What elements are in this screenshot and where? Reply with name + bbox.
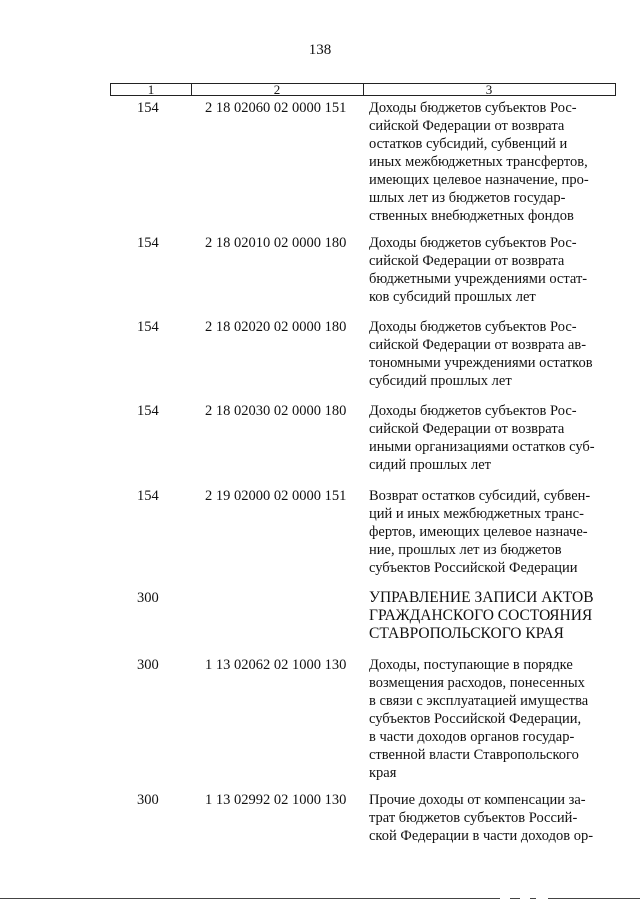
- description-line: ние, прошлых лет из бюджетов: [369, 542, 562, 558]
- income-description: [369, 656, 609, 782]
- description-line: тономными учреждениями остатков: [369, 355, 593, 371]
- income-description: [369, 318, 609, 390]
- description-line: имеющих целевое назначение, про-: [369, 172, 589, 188]
- description-line: возмещения расходов, понесенных: [369, 675, 585, 691]
- description-line: ков субсидий прошлых лет: [369, 289, 536, 305]
- budget-classification-code: 1 13 02992 02 1000 130: [205, 792, 347, 808]
- admin-code: 154: [137, 488, 159, 504]
- description-line: ской Федерации в части доходов ор-: [369, 828, 594, 844]
- description-line: сийской Федерации от возврата: [369, 253, 565, 269]
- income-description: [369, 99, 609, 225]
- income-description: [369, 234, 609, 306]
- description-line: трат бюджетов субъектов Россий-: [369, 810, 578, 826]
- description-line: иных межбюджетных трансфертов,: [369, 154, 588, 170]
- description-line: сийской Федерации от возврата: [369, 421, 565, 437]
- admin-code: 300: [137, 657, 159, 673]
- table-header: [110, 83, 616, 96]
- description-line: субсидий прошлых лет: [369, 373, 512, 389]
- budget-classification-code: 2 18 02020 02 0000 180: [205, 319, 347, 335]
- footer-rule: [0, 898, 500, 899]
- header-col-1: 1: [111, 84, 192, 95]
- header-col-3: 3: [485, 82, 493, 97]
- description-line: сийской Федерации от возврата: [369, 118, 565, 134]
- budget-classification-code: 2 18 02010 02 0000 180: [205, 235, 347, 251]
- budget-classification-code: 2 18 02060 02 0000 151: [205, 100, 347, 116]
- heading-line: УПРАВЛЕНИЕ ЗАПИСИ АКТОВ: [369, 589, 594, 606]
- admin-code: 154: [137, 100, 159, 116]
- description-line: остатков субсидий, субвенций и: [369, 136, 568, 152]
- income-description: [369, 487, 609, 577]
- description-line: в части доходов органов государ-: [369, 729, 575, 745]
- description-line: Доходы, поступающие в порядке: [369, 657, 573, 673]
- income-description: [369, 402, 609, 474]
- admin-code: 154: [137, 319, 159, 335]
- description-line: края: [369, 765, 397, 781]
- description-line: шлых лет из бюджетов государ-: [369, 190, 566, 206]
- description-line: в связи с эксплуатацией имущества: [369, 693, 589, 709]
- description-line: ственных внебюджетных фондов: [369, 208, 574, 224]
- admin-code: 154: [137, 403, 159, 419]
- description-line: бюджетными учреждениями остат-: [369, 271, 588, 287]
- description-line: субъектов Российской Федерации,: [369, 711, 582, 727]
- description-line: иными организациями остатков суб-: [369, 439, 595, 455]
- admin-code: 300: [137, 792, 159, 808]
- description-line: Доходы бюджетов субъектов Рос-: [369, 319, 577, 335]
- description-line: ций и иных межбюджетных транс-: [369, 506, 584, 522]
- description-line: фертов, имеющих целевое назначе-: [369, 524, 588, 540]
- description-line: сидий прошлых лет: [369, 457, 492, 473]
- description-line: Возврат остатков субсидий, субвен-: [369, 488, 591, 504]
- footer-rule: [510, 898, 520, 899]
- department-heading: [369, 589, 609, 643]
- header-col-2: 2: [191, 84, 364, 95]
- footer-rule: [530, 898, 536, 899]
- description-line: сийской Федерации от возврата ав-: [369, 337, 587, 353]
- admin-code: 154: [137, 235, 159, 251]
- budget-classification-code: 2 19 02000 02 0000 151: [205, 488, 347, 504]
- heading-line: ГРАЖДАНСКОГО СОСТОЯНИЯ: [369, 607, 593, 624]
- page-number: 138: [308, 42, 332, 58]
- description-line: Доходы бюджетов субъектов Рос-: [369, 235, 577, 251]
- description-line: Прочие доходы от компенсации за-: [369, 792, 586, 808]
- description-line: субъектов Российской Федерации: [369, 560, 578, 576]
- description-line: Доходы бюджетов субъектов Рос-: [369, 100, 577, 116]
- budget-classification-code: 2 18 02030 02 0000 180: [205, 403, 347, 419]
- budget-classification-code: 1 13 02062 02 1000 130: [205, 657, 347, 673]
- heading-line: СТАВРОПОЛЬСКОГО КРАЯ: [369, 625, 564, 642]
- description-line: ственной власти Ставропольского: [369, 747, 579, 763]
- footer-rule: [548, 898, 640, 899]
- description-line: Доходы бюджетов субъектов Рос-: [369, 403, 577, 419]
- income-description: [369, 791, 609, 845]
- admin-code: 300: [137, 590, 159, 606]
